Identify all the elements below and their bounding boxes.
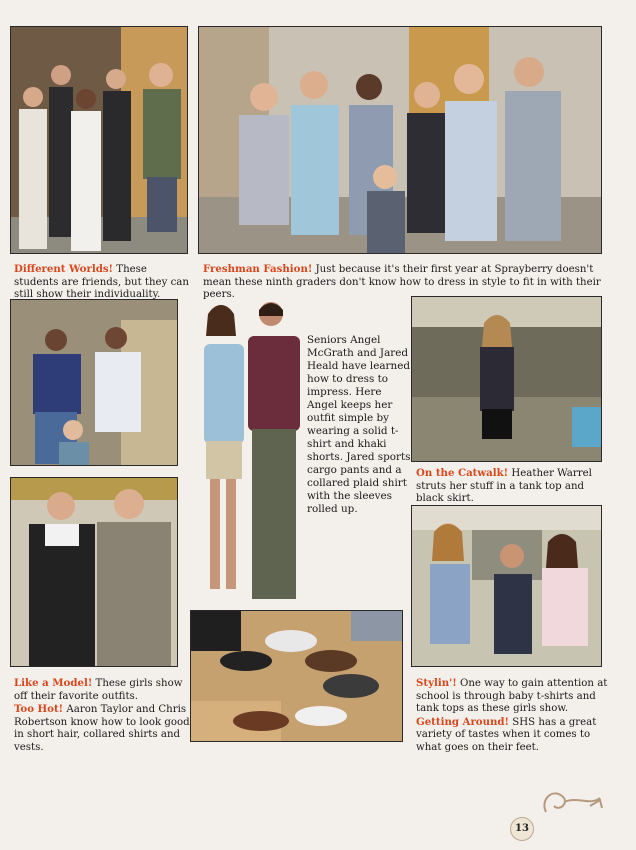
caption-body: SHS has a great variety of tastes when it comes to what goes on their feet. [416, 716, 597, 753]
page-number: 13 [510, 817, 534, 841]
photo-getting-around [190, 610, 403, 742]
caption-title: Getting Around! [416, 715, 510, 728]
caption-body: Heather Warrel struts her stuff in a tank top and black skirt. [416, 468, 592, 505]
caption-body: These girls show off their favorite outfits. [14, 678, 183, 702]
caption-title: Freshman Fashion! [203, 263, 313, 275]
photo-different-worlds [10, 26, 188, 254]
caption-body: Just because it's their first year at Sprayberry doesn't mean these ninth graders don't know how to dress in style to fit in with their peers. [203, 264, 601, 301]
caption-body: One way to gain attention at school is through baby t-shirts and tank tops as these girls show. [416, 678, 608, 715]
caption-different-worlds [14, 263, 192, 302]
caption-stylin-getting-around [416, 677, 608, 755]
photo-like-a-model [10, 299, 178, 466]
caption-body: These students are friends, but they can still show their individuality. [14, 264, 189, 301]
decorative-swirl-icon [538, 782, 608, 822]
caption-catwalk [416, 467, 606, 506]
caption-body: Aaron Taylor and Chris Robertson know how to look good in short hair, collared shirts and vests. [14, 704, 190, 753]
caption-title: Too Hot! [14, 703, 64, 716]
photo-stylin [411, 505, 602, 667]
caption-seniors [307, 334, 411, 516]
photo-freshman-fashion [198, 26, 602, 254]
photo-too-hot [10, 477, 178, 667]
photo-on-the-catwalk [411, 296, 602, 462]
cutout-seniors [196, 296, 306, 606]
caption-title: Like a Model! [14, 677, 93, 689]
caption-like-a-model-too-hot [14, 677, 192, 755]
caption-body: Seniors Angel McGrath and Jared Heald have learned how to dress to impress. Here Angel keeps her outfit simple by wearing a solid t-shirt and khaki shorts. Jared sports cargo pants and a collared plaid shirt with the sleeves rolled up. [307, 334, 411, 515]
caption-title: On the Catwalk! [416, 467, 509, 479]
caption-title: Stylin'! [416, 677, 457, 689]
caption-title: Different Worlds! [14, 263, 114, 275]
